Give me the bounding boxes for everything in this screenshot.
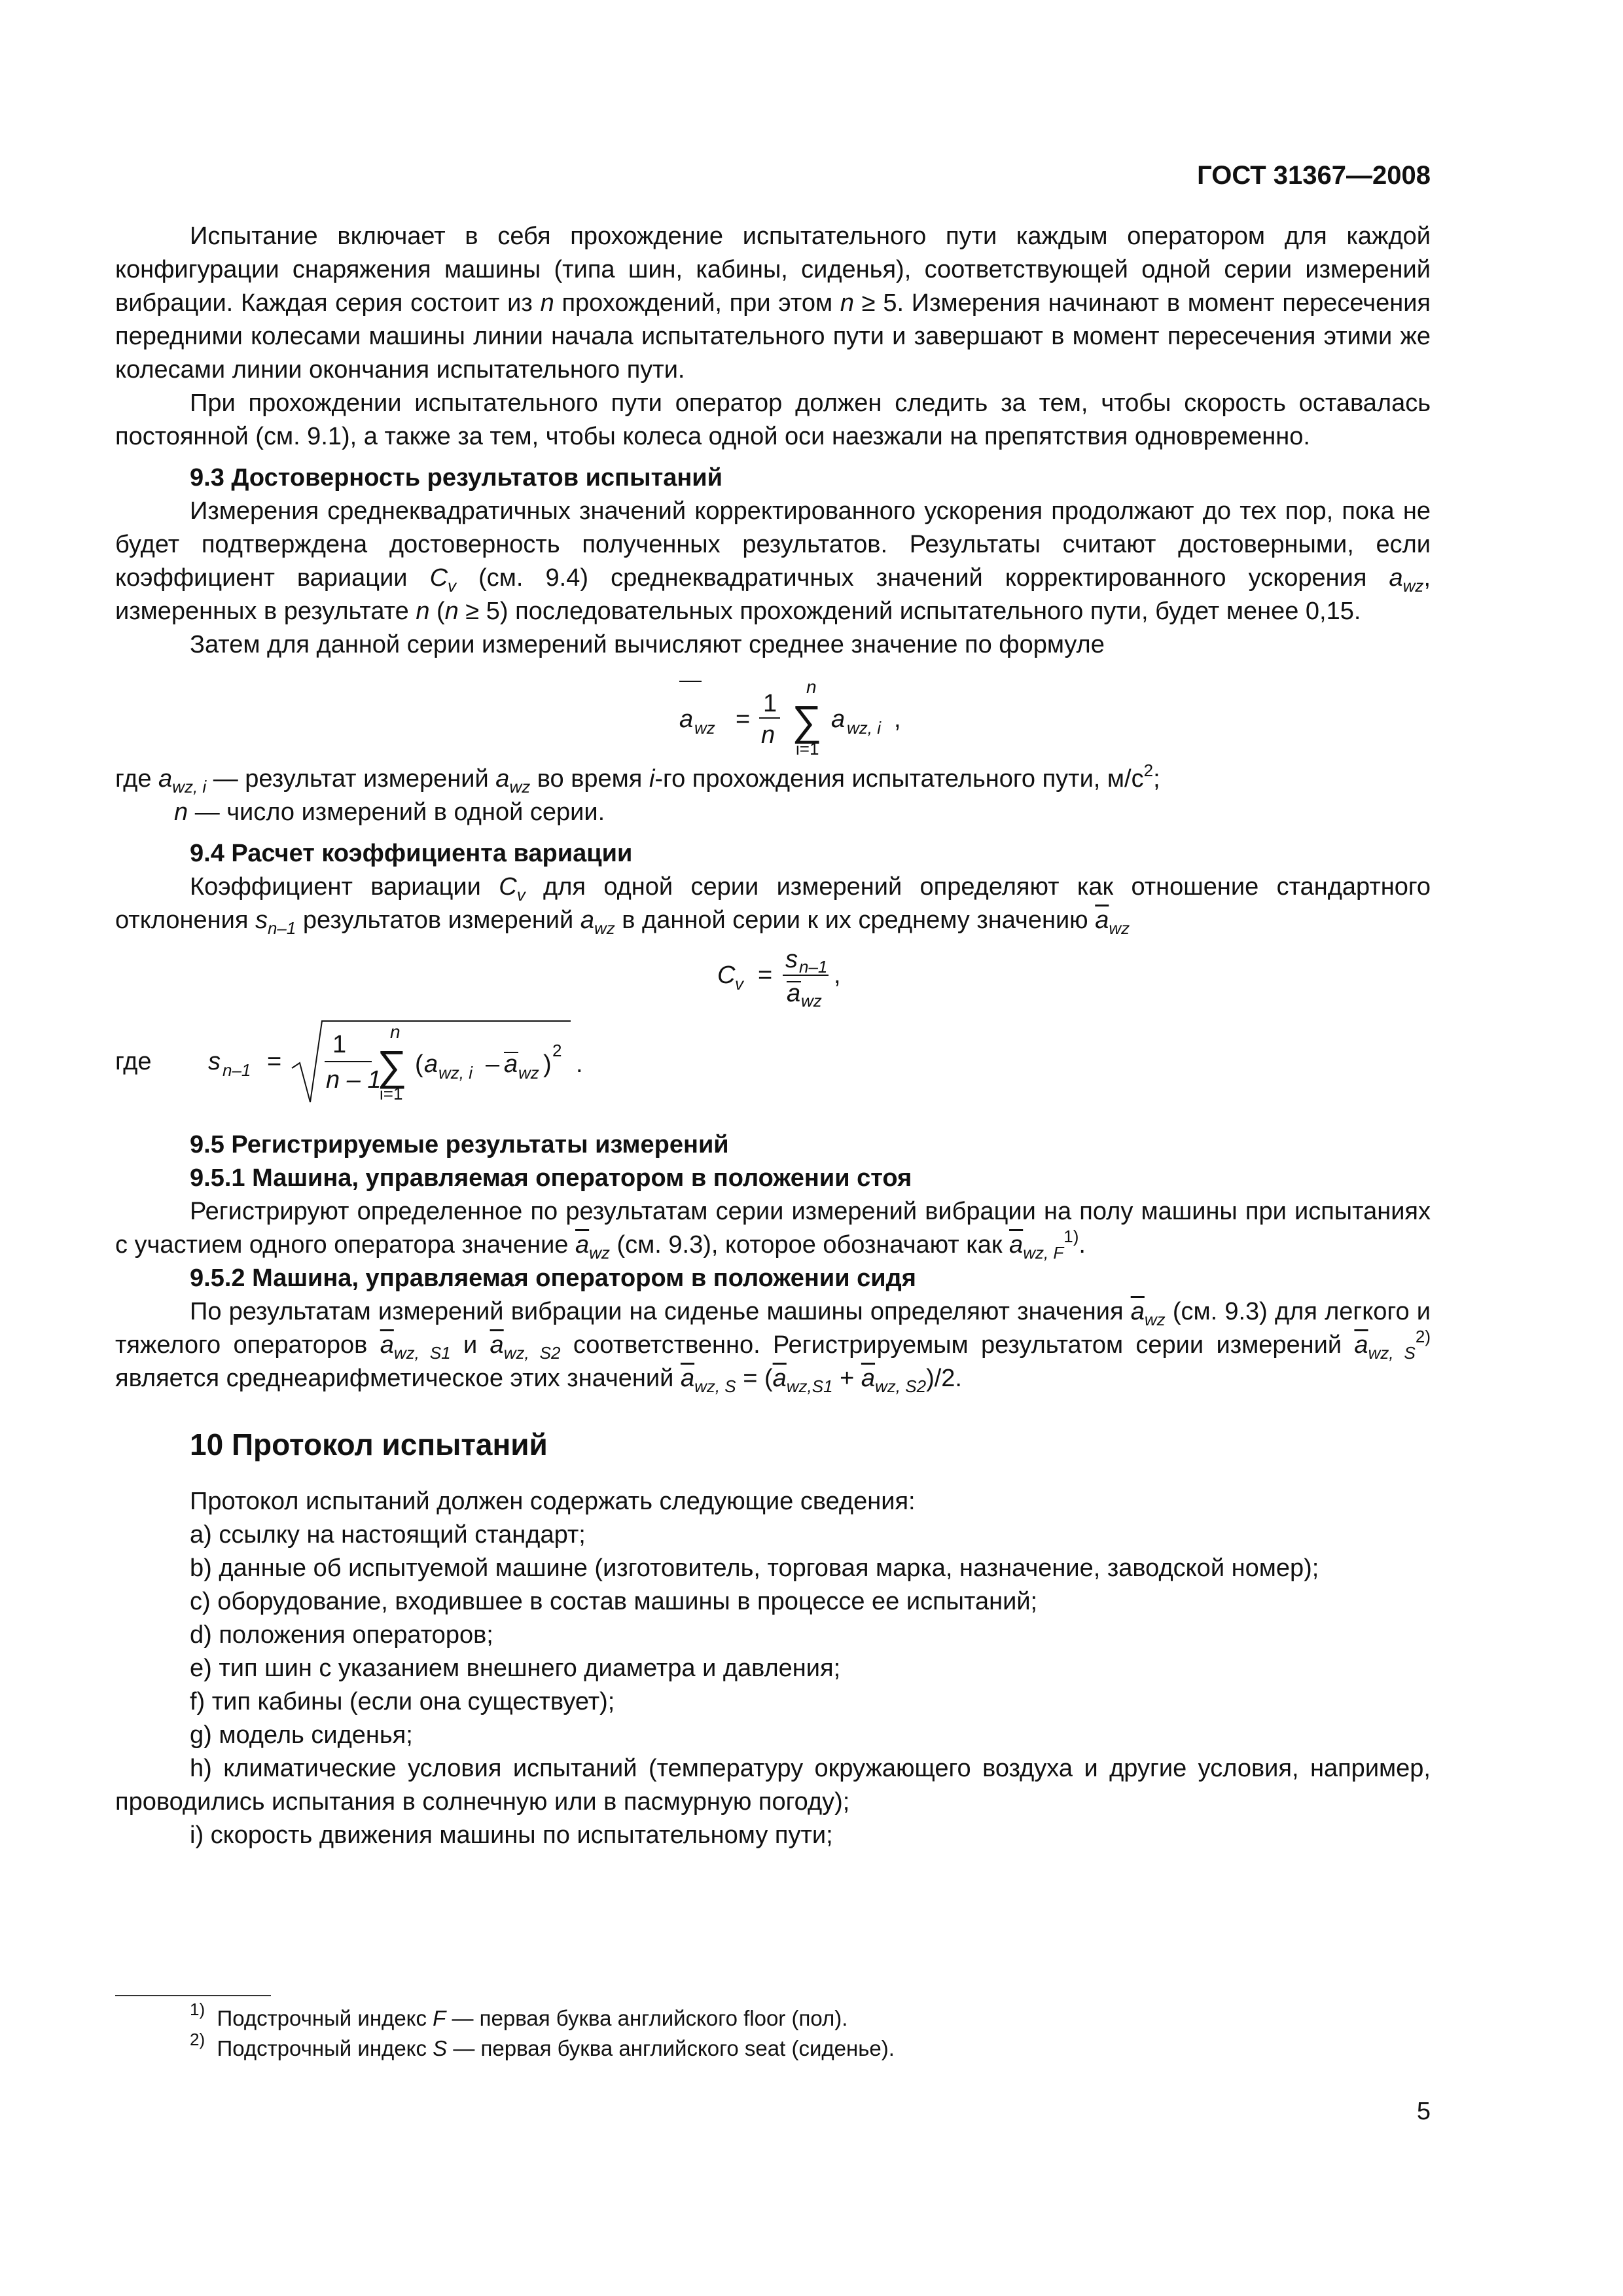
svg-text:wz, i: wz, i — [438, 1063, 473, 1083]
paragraph: Затем для данной серии измерений вычисляют среднее значение по формуле — [190, 631, 1105, 658]
section-heading-9-5: 9.5 Регистрируемые результаты измерений — [190, 1131, 729, 1158]
footnote-divider — [115, 1995, 271, 1996]
svg-text:=: = — [758, 961, 773, 989]
paragraph: Измерения среднеквадратичных значений корректированного ускорения продолжают до тех пор, пока не будет подтверждена достоверность полученных результатов. Результаты считают достоверными, если коэффициент вариации $C_v$ (см. 9.4) среднеквадратичных значений корректированного ускорения $a_{wz}$, измеренных в результате n (n ≥ 5) последовательных прохождений испытательного пути, будет менее 0,15. — [115, 497, 1431, 625]
svg-text:C: C — [717, 961, 736, 989]
paragraph: Регистрируют определенное по результатам серии измерений вибрации на полу машины при испытаниях с участием одного оператора значение $\overline{a}_{wz}$ (см. 9.3), которое обозначают как $\overline{a}_{wz, F}^{1)}$. — [115, 1198, 1431, 1263]
formula-mean — [115, 662, 1431, 759]
svg-text:n–1: n–1 — [799, 957, 828, 977]
svg-text:i=1: i=1 — [796, 739, 819, 759]
svg-text:1: 1 — [332, 1031, 347, 1058]
svg-text:): ) — [543, 1050, 552, 1078]
paragraph: При прохождении испытательного пути оператор должен следить за тем, чтобы скорость оставалась постоянной (см. 9.1), а также за тем, чтобы колеса одной оси наезжали на препятствия одновременно. — [115, 389, 1431, 450]
list-item: i) скорость движения машины по испытательному пути; — [190, 1821, 833, 1849]
page-number: 5 — [1416, 2098, 1431, 2125]
svg-text:a: a — [504, 1050, 518, 1078]
svg-text:a: a — [679, 706, 694, 733]
section-heading-9-5-1: 9.5.1 Машина, управляемая оператором в положении стоя — [190, 1164, 912, 1192]
list-item: с) оборудование, входившее в состав машины в процессе ее испытаний; — [190, 1588, 1038, 1615]
section-heading-9-4: 9.4 Расчет коэффициента вариации — [190, 840, 633, 867]
svg-text:v: v — [735, 974, 743, 994]
section-heading-9-5-2: 9.5.2 Машина, управляемая оператором в положении сидя — [190, 1265, 916, 1292]
section-heading-9-3: 9.3 Достоверность результатов испытаний — [190, 464, 722, 492]
svg-text:(: ( — [415, 1050, 423, 1078]
svg-text:.: . — [576, 1050, 583, 1078]
paragraph: Протокол испытаний должен содержать следующие сведения: — [190, 1488, 916, 1515]
svg-text:i=1: i=1 — [380, 1084, 403, 1103]
section-heading-10: 10 Протокол испытаний — [190, 1427, 548, 1462]
formula-coefficient-variation — [115, 937, 1431, 1016]
svg-text:s: s — [785, 946, 798, 973]
svg-text:∑: ∑ — [792, 697, 822, 744]
svg-text:=: = — [267, 1048, 282, 1075]
svg-text:wz, i: wz, i — [847, 718, 881, 738]
list-item: е) тип шин с указанием внешнего диаметра и давления; — [190, 1655, 841, 1682]
svg-text:s: s — [208, 1048, 221, 1075]
svg-text:,: , — [894, 706, 901, 733]
svg-text:где: где — [115, 1048, 152, 1075]
svg-text:=: = — [736, 706, 751, 733]
paragraph: Испытание включает в себя прохождение испытательного пути каждым оператором для каждой конфигурации снаряжения машины (типа шин, кабины, сиденья), соответствующей одной серии измерений вибрации. Каждая серия состоит из n прохождений, при этом n ≥ 5. Измерения начинают в момент пересечения передними колесами машины линии начала испытательного пути и завершают в момент пересечения этими же колесами линии окончания испытательного пути. — [115, 223, 1431, 384]
paragraph: Коэффициент вариации $C_v$ для одной серии измерений определяют как отношение стандартного отклонения $s_{n-1}$ результатов измерений $a_{wz}$ в данной серии к их среднему значению $\overline{a}_{wz}$ — [115, 873, 1431, 938]
protocol-list — [115, 1518, 1431, 1852]
footnote-2: $^{2)}$ Подстрочный индекс S — первая буква английского seat (сиденье). — [190, 2030, 895, 2060]
svg-text:,: , — [834, 961, 841, 989]
list-item: а) ссылку на настоящий стандарт; — [190, 1521, 586, 1549]
formula-std-deviation — [115, 1016, 1431, 1114]
document-body — [115, 220, 1431, 1852]
list-item: f) тип кабины (если она существует); — [190, 1688, 615, 1715]
svg-text:n: n — [390, 1022, 401, 1042]
document-header: ГОСТ 31367—2008 — [1197, 161, 1431, 190]
svg-text:wz: wz — [801, 991, 822, 1011]
svg-text:wz: wz — [694, 718, 715, 738]
svg-text:a: a — [787, 980, 801, 1007]
formula-explanation: n — число измерений в одной серии. — [174, 798, 605, 826]
list-item: d) положения операторов; — [190, 1621, 493, 1649]
svg-text:a: a — [831, 706, 846, 733]
list-item: g) модель сиденья; — [190, 1721, 413, 1749]
svg-text:2: 2 — [552, 1041, 562, 1060]
svg-text:∑: ∑ — [377, 1042, 407, 1089]
list-item: b) данные об испытуемой машине (изготовитель, торговая марка, назначение, заводской номер); — [190, 1554, 1319, 1582]
svg-text:n – 1: n – 1 — [326, 1066, 382, 1094]
list-item: h) климатические условия испытаний (температуру окружающего воздуха и другие условия, например, проводились испытания в солнечную или в пасмурную погоду); — [115, 1755, 1431, 1816]
svg-text:n: n — [761, 721, 776, 749]
paragraph: По результатам измерений вибрации на сиденье машины определяют значения $\overline{a}_{wz}$ (см. 9.3) для легкого и тяжелого операторов $\overline{a}_{wz, S1}$ и $\overline{a}_{wz, S2}$ соответственно. Регистрируемым результатом серии измерений $\overline{a}_{wz, S}^{2)}$ является среднеарифметическое этих значений $\overline{a}_{wz, S} = (\overline{a}_{wz,S1} + \overline{a}_{wz, S2})/2$. — [115, 1298, 1431, 1396]
svg-text:wz: wz — [518, 1063, 539, 1083]
svg-text:a: a — [424, 1050, 438, 1078]
formula-explanation: где $a_{wz, i}$ — результат измерений $a_{wz}$ во время i-го прохождения испытательного пути, $м/с^2$; — [115, 761, 1160, 797]
svg-text:–: – — [486, 1050, 500, 1078]
svg-text:n–1: n–1 — [223, 1060, 251, 1080]
svg-text:1: 1 — [763, 690, 777, 717]
svg-text:n: n — [806, 677, 817, 697]
footnote-1: $^{1)}$ Подстрочный индекс F — первая буква английского floor (пол). — [190, 2000, 848, 2030]
